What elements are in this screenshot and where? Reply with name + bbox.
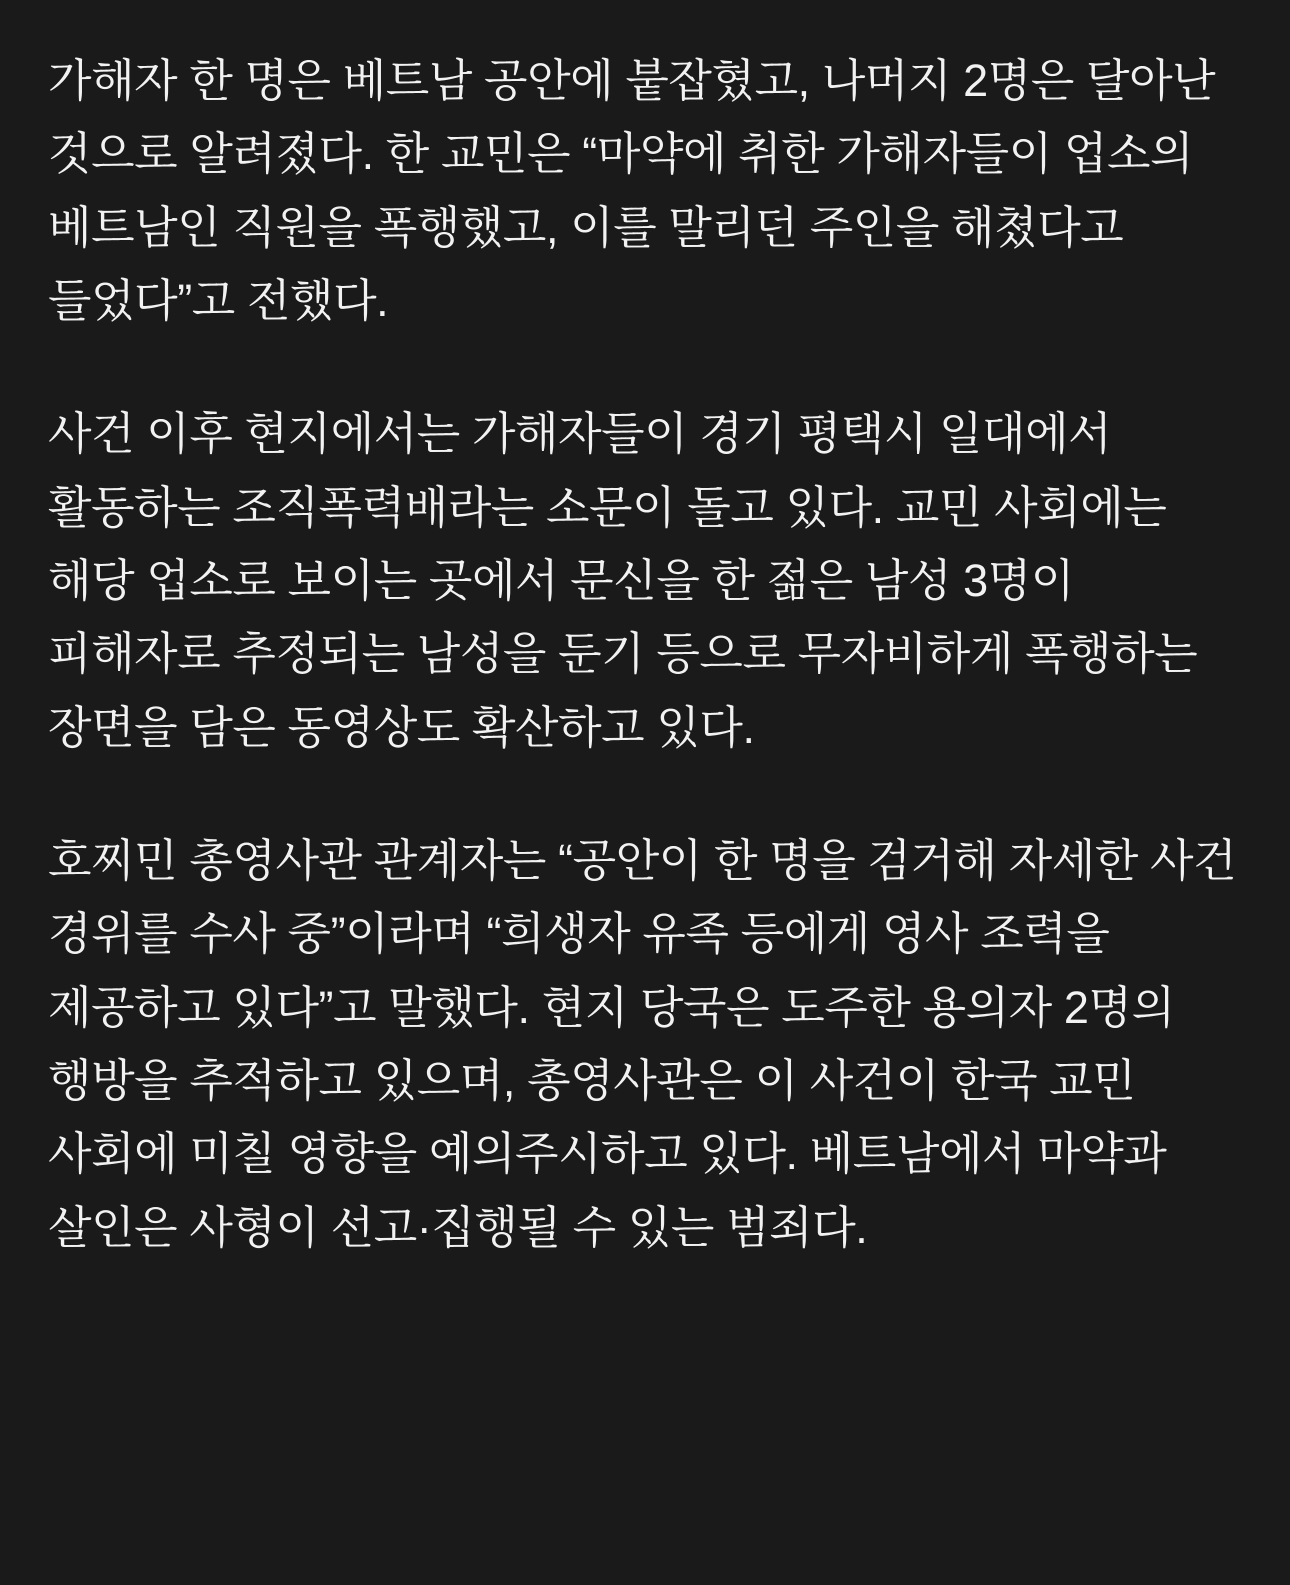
article-paragraph: 가해자 한 명은 베트남 공안에 붙잡혔고, 나머지 2명은 달아난 것으로 알려졌다. 한 교민은 “마약에 취한 가해자들이 업소의 베트남인 직원을 폭행했고, 이를 말리던 주인을 해쳤다고 들었다”고 전했다. <box>48 55 1216 327</box>
article-paragraph: 사건 이후 현지에서는 가해자들이 경기 평택시 일대에서 활동하는 조직폭력배라는 소문이 돌고 있다. 교민 사회에는 해당 업소로 보이는 곳에서 문신을 한 젊은 남성 3명이 피해자로 추정되는 남성을 둔기 등으로 무자비하게 폭행하는 장면을 담은 동영상도 확산하고 있다. <box>48 408 1198 753</box>
article-paragraph: 호찌민 총영사관 관계자는 “공안이 한 명을 검거해 자세한 사건 경위를 수사 중”이라며 “희생자 유족 등에게 영사 조력을 제공하고 있다”고 말했다. 현지 당국은 도주한 용의자 2명의 행방을 추적하고 있으며, 총영사관은 이 사건이 한국 교민 사회에 미칠 영향을 예의주시하고 있다. 베트남에서 마약과 살인은 사형이 선고·집행될 수 있는 범죄다. <box>48 835 1237 1253</box>
